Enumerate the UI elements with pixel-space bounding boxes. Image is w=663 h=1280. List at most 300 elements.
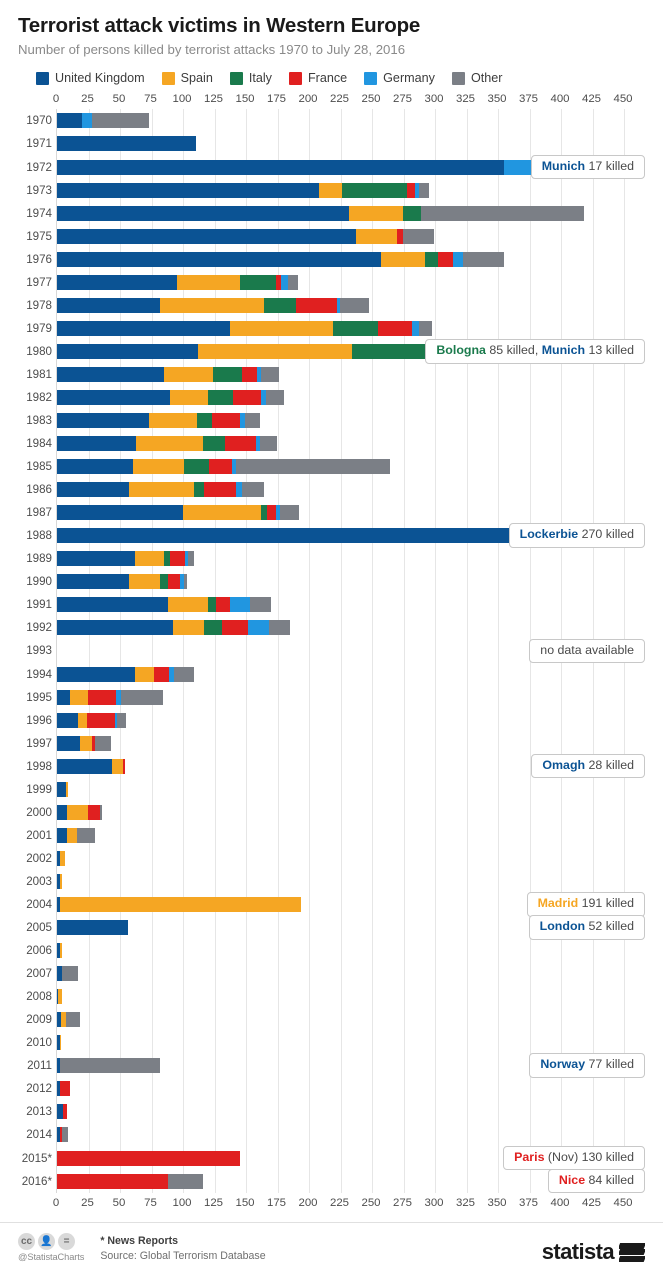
- bar-segment-other: [288, 275, 298, 290]
- bar-segment-united-kingdom: [57, 620, 173, 635]
- bar-segment-other: [174, 667, 194, 682]
- annotation-paris-2015: [503, 1146, 645, 1171]
- bar-segment-other: [245, 413, 260, 428]
- stacked-bar: [57, 160, 564, 175]
- bar-row: [26, 985, 623, 1008]
- bar-segment-other: [77, 828, 95, 843]
- stacked-bar: [57, 482, 264, 497]
- legend-label: United Kingdom: [55, 71, 145, 86]
- bar-segment-france: [88, 690, 116, 705]
- annotation-text: Munich: [541, 342, 586, 357]
- bar-segment-united-kingdom: [57, 229, 356, 244]
- x-tick-label: 250: [361, 93, 381, 106]
- x-tick-label: 125: [203, 93, 224, 106]
- y-axis-label: 1995: [26, 690, 52, 704]
- cc-nd-icon: =: [58, 1233, 75, 1250]
- y-axis-label: 2007: [26, 967, 52, 981]
- bar-row: [26, 409, 623, 432]
- bar-segment-other: [92, 113, 149, 128]
- statista-mark-icon: [619, 1243, 645, 1262]
- annotation-text: 52 killed: [585, 919, 634, 934]
- bar-segment-france: [378, 321, 412, 336]
- stacked-bar: [57, 690, 163, 705]
- bar-row: [26, 1123, 623, 1146]
- bar-segment-united-kingdom: [57, 528, 526, 543]
- annotation-text: Nice: [558, 1172, 586, 1187]
- bar-segment-united-kingdom: [57, 136, 196, 151]
- bar-segment-spain: [133, 459, 185, 474]
- y-axis-label: 1984: [26, 437, 52, 451]
- legend-item-france[interactable]: [289, 71, 347, 85]
- y-axis-label: 1987: [26, 506, 52, 520]
- bar-segment-spain: [60, 897, 302, 912]
- bar-segment-france: [212, 413, 240, 428]
- statista-logo: [542, 1233, 645, 1265]
- y-axis-label: 1993: [26, 644, 52, 658]
- x-tick-label: 50: [112, 93, 126, 106]
- bar-segment-other: [261, 367, 279, 382]
- bar-row: [26, 1031, 623, 1054]
- y-axis-label: 1979: [26, 321, 52, 335]
- y-axis-label: 1997: [26, 736, 52, 750]
- bar-segment-united-kingdom: [57, 805, 67, 820]
- annotation-lockerbie-1988: [509, 523, 645, 548]
- y-axis-label: 1983: [26, 414, 52, 428]
- stacked-bar: [57, 828, 95, 843]
- bar-segment-spain: [58, 989, 62, 1004]
- bar-segment-spain: [198, 344, 352, 359]
- bar-segment-italy: [403, 206, 421, 221]
- x-tick-label: 225: [329, 1196, 350, 1209]
- bar-segment-spain: [135, 667, 154, 682]
- annotation-london-2005: [529, 915, 645, 940]
- y-axis-label: 2004: [26, 898, 52, 911]
- annotation-text: Bologna: [436, 342, 486, 357]
- bar-segment-other: [421, 206, 584, 221]
- annotation-text: Paris: [514, 1149, 545, 1164]
- bar-segment-italy: [208, 597, 216, 612]
- x-tick-label: 250: [361, 1196, 381, 1209]
- x-axis-bottom: [52, 1196, 633, 1213]
- x-tick-label: 100: [172, 93, 192, 106]
- stacked-bar: [57, 1058, 160, 1073]
- bar-segment-france: [204, 482, 236, 497]
- y-axis-label: 1975: [26, 229, 52, 243]
- stacked-bar: [57, 920, 128, 935]
- bar-row: [26, 847, 623, 870]
- y-axis-label: 2000: [26, 805, 52, 819]
- bar-row: [26, 501, 623, 524]
- stacked-bar: [57, 136, 196, 151]
- legend-label: Spain: [180, 71, 213, 86]
- stacked-bar: [57, 1151, 240, 1166]
- stacked-bar: [57, 505, 299, 520]
- bar-row: [21, 1170, 623, 1193]
- legend-item-germany[interactable]: [364, 71, 435, 85]
- bar-segment-france: [57, 1174, 168, 1189]
- annotation-text: 77 killed: [585, 1057, 634, 1072]
- bar-segment-spain: [381, 252, 425, 267]
- bar-segment-spain: [170, 390, 208, 405]
- bar-segment-italy: [160, 574, 168, 589]
- statista-wordmark: statista: [541, 1239, 614, 1264]
- chart-area: [0, 93, 663, 1212]
- bar-segment-italy: [194, 482, 204, 497]
- annotation-text: 191 killed: [578, 896, 634, 911]
- y-axis-label: 1976: [26, 252, 52, 266]
- y-axis-label: 1990: [26, 575, 52, 589]
- y-axis-label: 2016*: [21, 1174, 52, 1188]
- legend-swatch-icon: [36, 72, 49, 85]
- bar-segment-spain: [149, 413, 197, 428]
- x-tick-label: 350: [487, 93, 507, 106]
- annotation-text: London: [539, 919, 586, 934]
- x-tick-label: 275: [392, 93, 413, 106]
- bar-row: [26, 1077, 623, 1100]
- x-tick-label: 275: [392, 1196, 413, 1209]
- bar-segment-united-kingdom: [57, 574, 129, 589]
- bar-row: [26, 294, 623, 317]
- bar-segment-italy: [264, 298, 297, 313]
- bar-segment-spain: [66, 782, 69, 797]
- stacked-bar: [57, 1127, 68, 1142]
- bar-segment-france: [267, 505, 276, 520]
- legend-swatch-icon: [452, 72, 465, 85]
- annotation-text: 13 killed: [585, 342, 634, 357]
- x-tick-label: 375: [518, 93, 539, 106]
- legend-item-spain[interactable]: [162, 71, 213, 85]
- bar-segment-spain: [129, 482, 195, 497]
- bar-segment-france: [57, 1151, 240, 1166]
- bar-row: [26, 1100, 623, 1123]
- bar-segment-france: [225, 436, 257, 451]
- source-block: [84, 1233, 541, 1265]
- y-axis-label: 1973: [26, 183, 52, 197]
- bar-segment-germany: [453, 252, 463, 267]
- bar-row: [26, 732, 623, 755]
- bar-segment-other: [266, 390, 284, 405]
- annotation-text: Omagh: [542, 757, 586, 772]
- y-axis-label: 1994: [26, 667, 52, 681]
- plot-region: [21, 109, 634, 1192]
- bar-segment-other: [188, 551, 194, 566]
- y-axis-label: 1986: [26, 483, 52, 497]
- annotation-text: no data available: [540, 642, 634, 657]
- x-tick-label: 300: [424, 1196, 444, 1209]
- bar-segment-italy: [342, 183, 408, 198]
- bar-segment-spain: [60, 874, 63, 889]
- y-axis-label: 2009: [26, 1013, 52, 1027]
- bar-segment-united-kingdom: [57, 690, 70, 705]
- bar-segment-germany: [248, 620, 268, 635]
- bar-row: [26, 870, 623, 893]
- bar-segment-other: [100, 805, 103, 820]
- bar-segment-united-kingdom: [57, 828, 67, 843]
- bar-segment-united-kingdom: [57, 298, 160, 313]
- bar-segment-france: [63, 1104, 67, 1119]
- chart-legend: [0, 57, 663, 85]
- bar-row: [26, 132, 623, 155]
- bar-segment-united-kingdom: [57, 667, 135, 682]
- bar-segment-other: [66, 1012, 80, 1027]
- annotation-munich-1972: [531, 155, 645, 180]
- y-axis-label: 2013: [26, 1105, 52, 1119]
- statista-handle: @StatistaCharts: [18, 1252, 85, 1262]
- y-axis-label: 2010: [26, 1036, 52, 1050]
- annotation-nice-2016: [548, 1169, 645, 1194]
- stacked-bar: [57, 390, 284, 405]
- bar-segment-spain: [67, 828, 77, 843]
- y-axis-label: 2003: [26, 874, 52, 888]
- bar-row: [26, 616, 623, 639]
- bar-segment-other: [60, 1058, 161, 1073]
- bar-segment-italy: [203, 436, 224, 451]
- x-tick-label: 150: [235, 1196, 255, 1209]
- stacked-bar: [57, 183, 429, 198]
- bar-segment-spain: [160, 298, 263, 313]
- stacked-bar: [57, 713, 126, 728]
- bar-row: [26, 271, 623, 294]
- bar-segment-other: [419, 321, 433, 336]
- bar-row: [26, 686, 623, 709]
- x-tick-label: 300: [424, 93, 444, 106]
- legend-swatch-icon: [364, 72, 377, 85]
- bar-segment-other: [184, 574, 187, 589]
- bar-segment-france: [60, 1081, 70, 1096]
- stacked-bar: [57, 574, 187, 589]
- y-axis-label: 1992: [26, 621, 52, 635]
- bar-segment-other: [62, 1127, 68, 1142]
- x-tick-label: 450: [613, 93, 633, 106]
- bar-segment-united-kingdom: [57, 321, 230, 336]
- x-axis-top: [52, 93, 633, 109]
- annotation-text: Madrid: [537, 896, 579, 911]
- page-subtitle: Number of persons killed by terrorist attacks 1970 to July 28, 2016: [18, 41, 406, 57]
- legend-item-italy[interactable]: [230, 71, 272, 85]
- legend-item-united-kingdom[interactable]: [36, 71, 145, 85]
- bar-segment-spain: [135, 551, 164, 566]
- y-axis-label: 1980: [26, 344, 52, 358]
- x-tick-label: 425: [581, 1196, 602, 1209]
- bar-segment-united-kingdom: [57, 459, 133, 474]
- y-axis-label: 1972: [26, 160, 52, 174]
- chart-header: [0, 0, 663, 57]
- x-tick-label: 400: [550, 1196, 570, 1209]
- annotation-text: 85 killed,: [485, 342, 542, 357]
- bar-segment-united-kingdom: [57, 275, 177, 290]
- annotation-text: Lockerbie: [519, 527, 579, 542]
- annotation-norway-2011: [529, 1053, 645, 1078]
- x-tick-label: 450: [613, 1196, 633, 1209]
- legend-swatch-icon: [230, 72, 243, 85]
- bar-row: [26, 962, 623, 985]
- y-axis-label: 1985: [26, 460, 52, 474]
- x-tick-label: 400: [550, 93, 570, 106]
- bar-segment-united-kingdom: [57, 413, 149, 428]
- stacked-bar: [57, 805, 102, 820]
- bar-row: [26, 109, 623, 132]
- stacked-bar: [57, 367, 279, 382]
- bar-segment-spain: [80, 736, 93, 751]
- x-tick-label: 375: [518, 1196, 539, 1209]
- annotation-text: 84 killed: [585, 1172, 634, 1187]
- bar-row: [26, 432, 623, 455]
- y-axis-label: 2005: [26, 921, 52, 935]
- bar-segment-united-kingdom: [57, 206, 349, 221]
- bar-segment-other: [62, 966, 78, 981]
- bar-segment-spain: [356, 229, 398, 244]
- stacked-bar: [57, 620, 290, 635]
- bar-segment-france: [438, 252, 453, 267]
- bar-segment-united-kingdom: [57, 551, 135, 566]
- bar-segment-united-kingdom: [57, 782, 66, 797]
- annotation-text: 270 killed: [578, 527, 634, 542]
- x-tick-label: 25: [81, 93, 94, 106]
- y-axis-label: 2011: [27, 1059, 52, 1073]
- stacked-bar: [57, 298, 369, 313]
- bar-segment-italy: [208, 390, 233, 405]
- creative-commons-block: [18, 1233, 84, 1262]
- annotation-text: 17 killed: [585, 158, 634, 173]
- bar-segment-italy: [213, 367, 242, 382]
- legend-swatch-icon: [162, 72, 175, 85]
- bar-segment-spain: [168, 597, 208, 612]
- stacked-bar: [57, 851, 65, 866]
- cc-icon: cc: [18, 1233, 35, 1250]
- bar-segment-spain: [183, 505, 261, 520]
- stacked-bar: [57, 1104, 67, 1119]
- page-title: Terrorist attack victims in Western Europe: [18, 14, 421, 37]
- bar-segment-france: [222, 620, 248, 635]
- x-tick-label: 350: [487, 1196, 507, 1209]
- y-axis-label: 1982: [26, 390, 52, 404]
- stacked-bar: [57, 597, 271, 612]
- bar-segment-other: [95, 736, 111, 751]
- stacked-bar: [57, 113, 149, 128]
- bar-row: [26, 939, 623, 962]
- annotation-text: Norway: [540, 1057, 586, 1072]
- y-axis-label: 1970: [26, 114, 52, 128]
- bar-segment-other: [250, 597, 271, 612]
- bar-row: [26, 593, 623, 616]
- stacked-bar: [57, 206, 584, 221]
- bar-segment-other: [280, 505, 299, 520]
- y-axis-label: 1981: [26, 367, 52, 381]
- legend-label: France: [307, 71, 348, 86]
- bar-row: [26, 801, 623, 824]
- bar-row: [26, 1008, 623, 1031]
- bar-segment-france: [242, 367, 257, 382]
- bar-row: [26, 478, 623, 501]
- bar-segment-france: [154, 667, 169, 682]
- cc-by-icon: 👤: [38, 1233, 55, 1250]
- stacked-bar: [57, 551, 194, 566]
- x-tick-label: 175: [266, 1196, 287, 1209]
- bar-segment-united-kingdom: [57, 252, 381, 267]
- annotation-text: (Nov) 130 killed: [544, 1149, 634, 1164]
- bar-segment-germany: [82, 113, 92, 128]
- bar-segment-united-kingdom: [57, 183, 319, 198]
- stacked-bar: [57, 1174, 203, 1189]
- bar-segment-united-kingdom: [57, 920, 128, 935]
- y-axis-label: 1971: [26, 137, 52, 151]
- bar-segment-spain: [177, 275, 240, 290]
- x-tick-label: 125: [203, 1196, 224, 1209]
- y-axis-label: 1974: [26, 206, 52, 220]
- bar-segment-other: [117, 713, 126, 728]
- x-tick-label: 175: [266, 93, 287, 106]
- stacked-bar: [57, 966, 78, 981]
- stacked-bar: [57, 321, 432, 336]
- bar-segment-spain: [60, 1035, 61, 1050]
- stacked-bar: [57, 252, 504, 267]
- stacked-bar: [57, 874, 62, 889]
- y-axis-label: 2001: [26, 828, 52, 842]
- bar-row: [26, 363, 623, 386]
- y-axis-label: 2015*: [21, 1151, 52, 1165]
- stacked-bar: [57, 736, 111, 751]
- y-axis-label: 2008: [26, 990, 52, 1004]
- x-tick-label: 0: [52, 1196, 60, 1209]
- y-axis-label: 1988: [26, 529, 52, 543]
- stacked-bar: [57, 1012, 80, 1027]
- x-tick-label: 50: [112, 1196, 126, 1209]
- y-axis-label: 2012: [26, 1082, 52, 1096]
- bar-segment-italy: [425, 252, 438, 267]
- bar-row: [26, 202, 623, 225]
- bar-segment-united-kingdom: [57, 482, 129, 497]
- bar-segment-spain: [164, 367, 213, 382]
- bar-row: [26, 455, 623, 478]
- y-axis-label: 1996: [26, 713, 52, 727]
- bar-segment-other: [403, 229, 433, 244]
- annotation-bologna-munich-1980: [425, 339, 645, 364]
- bar-segment-spain: [349, 206, 403, 221]
- bar-segment-france: [209, 459, 232, 474]
- bar-segment-france: [170, 551, 185, 566]
- y-axis-label: 1989: [26, 552, 52, 566]
- bar-row: [26, 225, 623, 248]
- x-tick-label: 325: [455, 93, 476, 106]
- bar-segment-united-kingdom: [57, 160, 504, 175]
- x-tick-label: 225: [329, 93, 350, 106]
- x-tick-label: 200: [298, 93, 318, 106]
- bar-segment-other: [236, 459, 390, 474]
- bar-segment-france: [233, 390, 261, 405]
- bar-row: [26, 778, 623, 801]
- stacked-bar: [57, 275, 298, 290]
- bar-segment-united-kingdom: [57, 597, 168, 612]
- stacked-bar: [57, 1081, 70, 1096]
- bar-segment-united-kingdom: [57, 505, 183, 520]
- cc-icons: [18, 1233, 84, 1250]
- bar-segment-other: [419, 183, 429, 198]
- bar-segment-germany: [230, 597, 250, 612]
- legend-item-other[interactable]: [452, 71, 503, 85]
- bar-segment-france: [407, 183, 415, 198]
- bar-row: [26, 179, 623, 202]
- bar-row: [26, 386, 623, 409]
- bar-row: [26, 547, 623, 570]
- annotation-text: Munich: [541, 158, 586, 173]
- bar-segment-italy: [204, 620, 222, 635]
- bar-segment-other: [463, 252, 505, 267]
- bar-segment-united-kingdom: [57, 436, 136, 451]
- y-axis-label: 1977: [26, 275, 52, 289]
- bar-segment-france: [296, 298, 336, 313]
- x-tick-label: 200: [298, 1196, 318, 1209]
- bar-segment-france: [87, 713, 115, 728]
